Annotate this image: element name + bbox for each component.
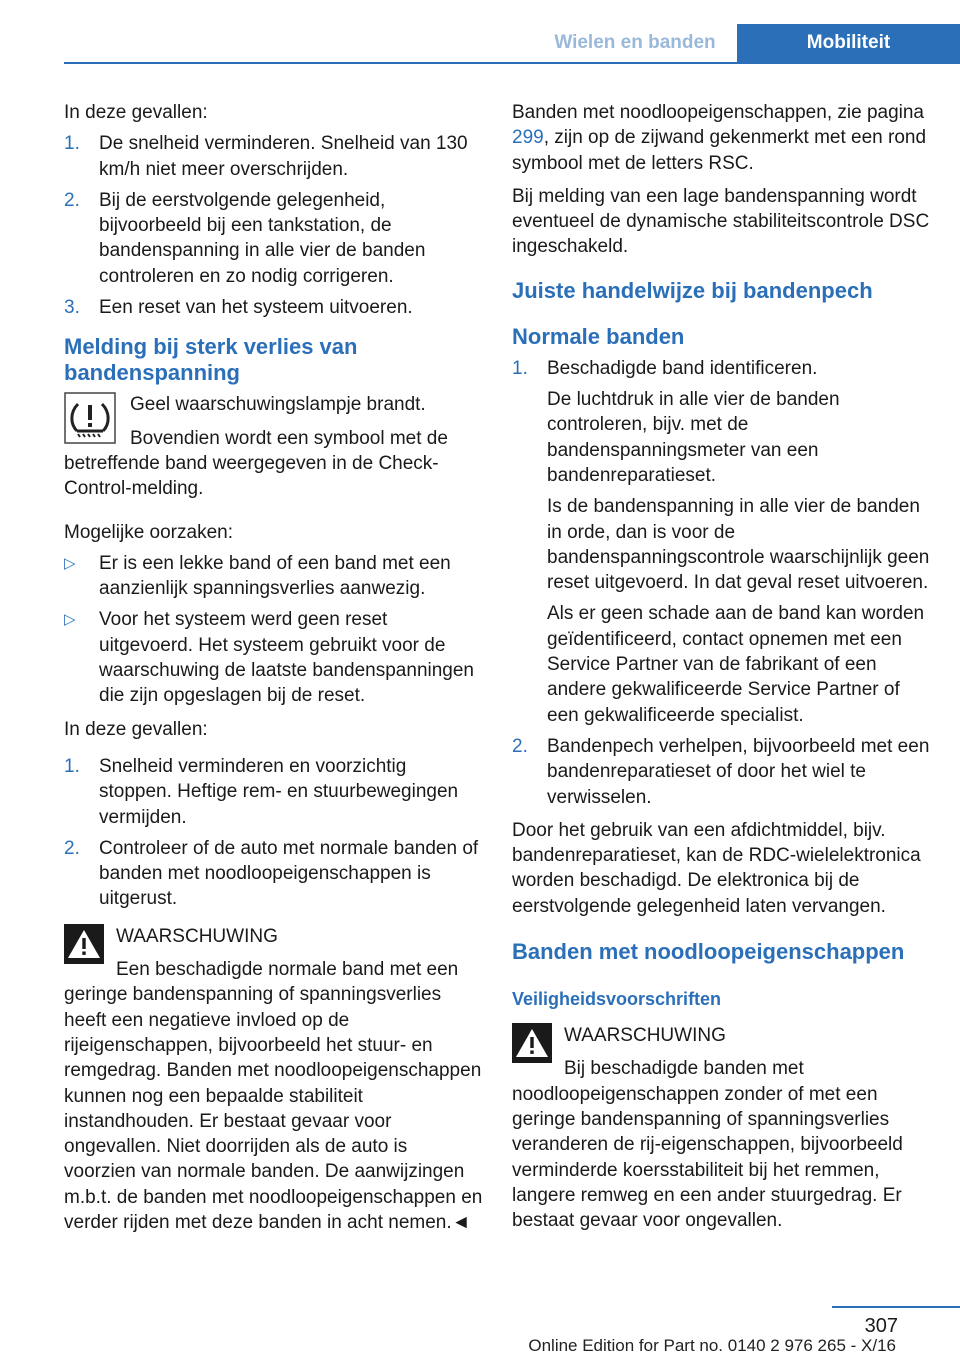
lamp-text: Geel waarschuwingslampje brandt.: [130, 394, 426, 416]
intro-text: In deze gevallen:: [64, 102, 208, 123]
rsc-text-after: , zijn op de zijwand gekenmerkt met een rond symbool met de letters RSC.: [512, 127, 927, 174]
list-text: De snelheid verminderen. Snelheid van 130 km/h niet meer overschrijden.: [99, 133, 468, 180]
section-heading: Banden met noodloopeigenschappen: [512, 939, 905, 965]
warning-triangle-icon: [512, 1023, 552, 1063]
page-number: 307: [864, 1315, 898, 1337]
warning-triangle-icon: [64, 924, 104, 964]
list-number: 1.: [64, 755, 80, 777]
footer-rule: [832, 1306, 960, 1308]
warning-label: WAARSCHUWING: [116, 925, 278, 947]
edition-text: Online Edition for Part no. 0140 2 976 265 - X/16: [528, 1336, 896, 1355]
list-text: Voor het systeem werd geen reset uitgevoerd. Het systeem gebruikt voor de waarschuwing de laatste bandenspanningen die zijn opgeslagen bij de reset.: [99, 609, 474, 707]
list-number: 2.: [64, 189, 80, 211]
triangle-bullet-icon: ▷: [64, 611, 76, 629]
list-item: [64, 836, 484, 912]
list-text: Een reset van het systeem uitvoeren.: [99, 297, 413, 319]
rsc-text-before: Banden met noodloopeigenschappen, zie pagina: [512, 102, 924, 123]
list-number: 1.: [64, 133, 80, 155]
list-item: [64, 131, 484, 182]
list-item: [64, 754, 484, 830]
list-item: [64, 188, 484, 289]
header-section-tab[interactable]: Wielen en banden: [533, 24, 737, 62]
step-title: Beschadigde band identificeren.: [547, 357, 818, 379]
header-rule: [64, 62, 960, 64]
step-text: Als er geen schade aan de band kan worden geïdentificeerd, contact opnemen met een Service Partner van de fabrikant of een andere gekwalificeerde Service Partner of een gekwalificeerde specialist.: [547, 603, 925, 726]
right-column: [512, 100, 932, 1233]
tire-pressure-warning-icon: [64, 392, 116, 444]
lamp-block: [64, 392, 484, 501]
intro-text: In deze gevallen:: [64, 718, 208, 740]
list-number: 2.: [512, 735, 528, 757]
warning-block: [512, 1023, 932, 1233]
list-text: Bij de eerstvolgende gelegenheid, bijvoorbeeld bij een tankstation, de bandenspanning in alle vier de banden controleren en zo nodig corrigeren.: [99, 189, 426, 287]
lamp-text: Bovendien wordt een symbool met de betreffende band weergegeven in de Check-Control-melding.: [64, 427, 448, 500]
list-text: Snelheid verminderen en voorzichtig stoppen. Heftige rem- en stuurbewegingen vermijden.: [99, 755, 459, 828]
list-body: [547, 356, 932, 728]
warning-label: WAARSCHUWING: [564, 1025, 726, 1047]
warning-text: Bij beschadigde banden met noodloopeigenschappen zonder of met een geringe bandenspanning of spanningsverlies veranderen de rij-eigenschappen, bijvoorbeeld verminderde koersstabiliteit bij het remmen, langere remweg en een ander stuurgedrag. Er bestaat gevaar voor ongevallen.: [512, 1058, 903, 1232]
list-text: Controleer of de auto met normale banden of banden met noodloopeigenschappen is uitgerust.: [99, 837, 479, 910]
header-chapter-tab[interactable]: Mobiliteit: [737, 24, 960, 62]
subsection-heading: Veiligheidsvoorschriften: [512, 989, 722, 1010]
subsection-heading: Normale banden: [512, 323, 685, 349]
section-heading: Juiste handelwijze bij bandenpech: [512, 277, 873, 303]
left-column: [64, 100, 484, 1235]
step-title: Bandenpech verhelpen, bijvoorbeeld met een bandenreparatieset of door het wiel te verwisselen.: [547, 735, 930, 808]
list-number: 1.: [512, 357, 528, 379]
rsc-paragraph: [512, 100, 932, 176]
dsc-paragraph: Bij melding van een lage bandenspanning wordt eventueel de dynamische stabiliteitscontrole DSC ingeschakeld.: [512, 185, 930, 258]
page-link[interactable]: 299: [512, 127, 544, 149]
step-text: De luchtdruk in alle vier de banden controleren, bijv. met de bandenspanningsmeter van een bandenreparatieset.: [547, 389, 840, 486]
list-number: 3.: [64, 297, 80, 319]
section-heading: Melding bij sterk verlies van bandenspanning: [64, 334, 358, 386]
sealant-paragraph: Door het gebruik van een afdichtmiddel, bijv. bandenreparatieset, kan de RDC-wielelektronica worden beschadigd. De elektronica bij de eerstvolgende gelegenheid laten vervangen.: [512, 819, 921, 917]
list-text: Er is een lekke band of een band met een aanzienlijk spanningsverlies aanwezig.: [99, 552, 451, 600]
list-item: [64, 295, 484, 320]
list-item: [64, 607, 484, 708]
list-item: [512, 734, 932, 810]
warning-block: [64, 924, 484, 1236]
step-text: Is de bandenspanning in alle vier de banden in orde, dan is voor de bandenspanningscontrole waarschijnlijk geen reset uitgevoerd. In dat geval reset uitvoeren.: [547, 496, 930, 594]
list-item: [512, 356, 932, 728]
list-item: [64, 551, 484, 602]
causes-title: Mogelijke oorzaken:: [64, 521, 233, 543]
triangle-bullet-icon: ▷: [64, 554, 76, 572]
list-number: 2.: [64, 837, 80, 859]
warning-text: Een beschadigde normale band met een geringe bandenspanning of spanningsverlies heeft een negatieve invloed op de rijeigenschappen, bijvoorbeeld het stuur- en remgedrag. Banden met noodloopeigenschappen kunnen nog een bepaalde stabiliteit instandhouden. Er bestaat gevaar voor ongevallen. Niet doorrijden als de auto is voorzien van normale banden. De aanwijzingen m.b.t. de banden met noodloopeigenschappen en verder rijden met deze banden in acht nemen.◄: [64, 959, 483, 1233]
